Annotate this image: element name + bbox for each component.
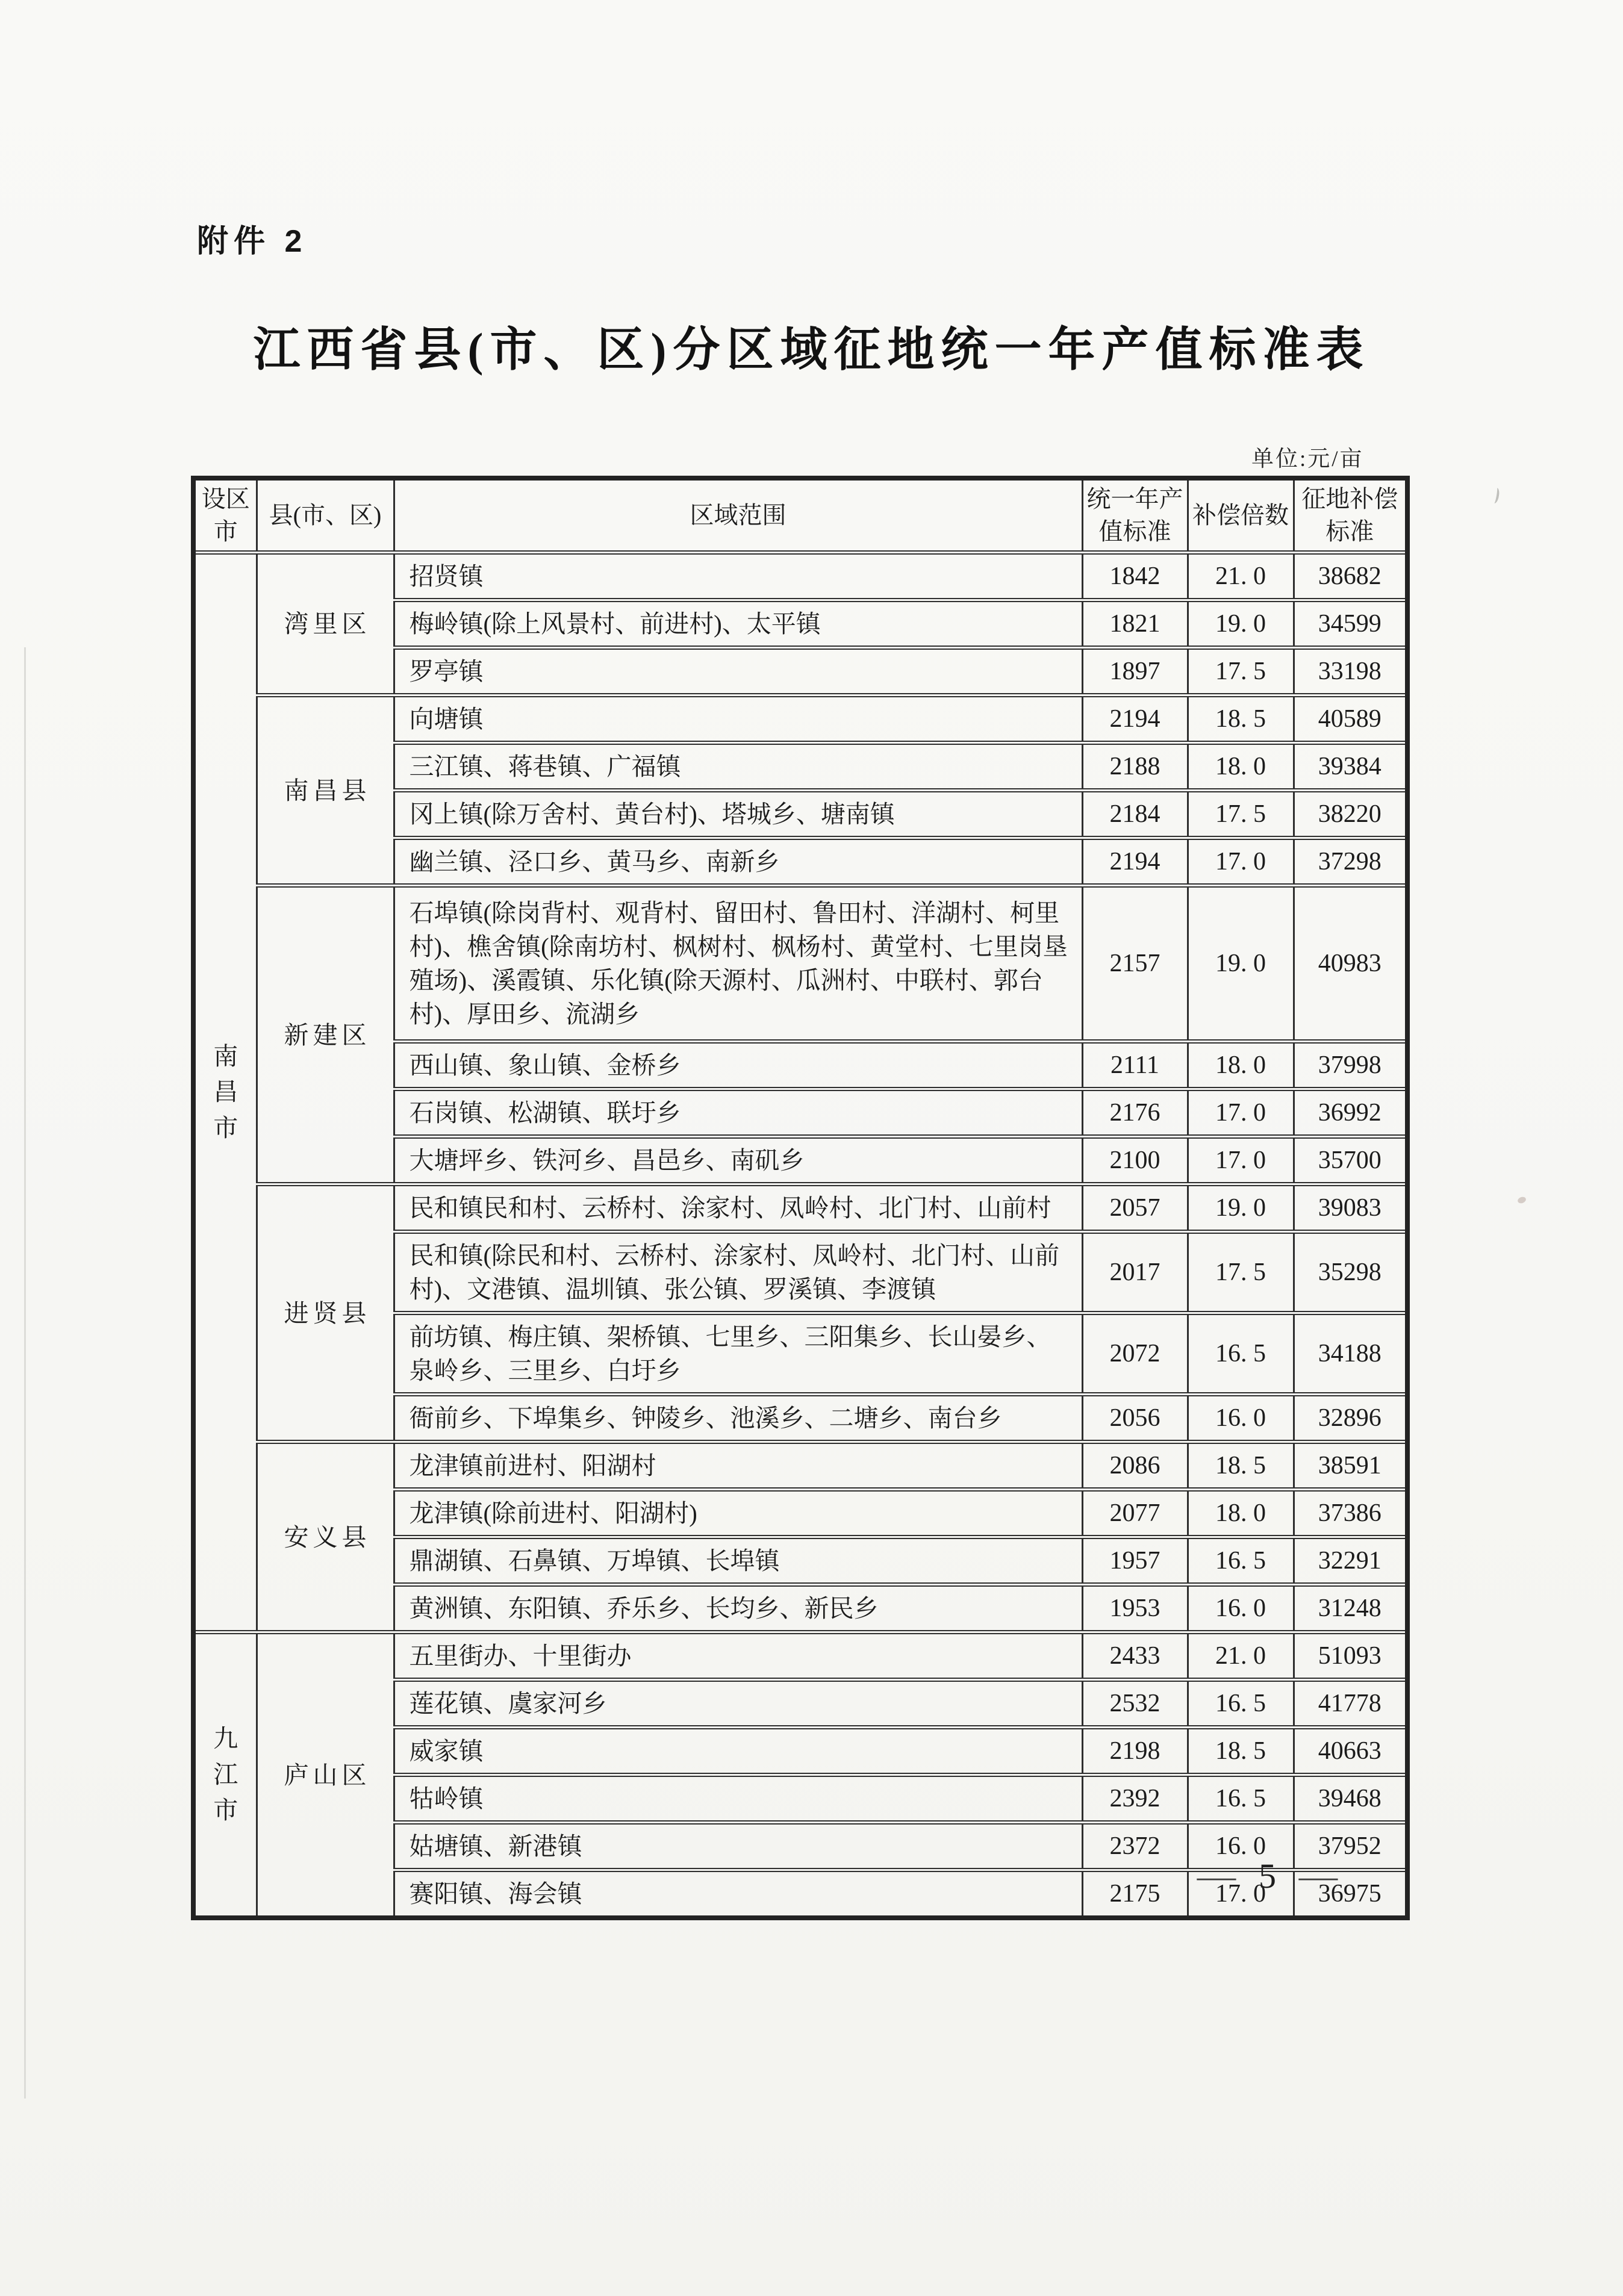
city-cell xyxy=(193,553,257,1632)
annual-value-cell: 2198 xyxy=(1082,1728,1188,1775)
annual-value-cell: 1957 xyxy=(1082,1537,1188,1585)
annual-value-cell: 2372 xyxy=(1082,1823,1188,1870)
compensation-cell: 36975 xyxy=(1294,1870,1407,1918)
region-cell: 民和镇(除民和村、云桥村、涂家村、凤岭村、北门村、山前村)、文港镇、温圳镇、张公镇、罗溪镇、李渡镇 xyxy=(394,1232,1082,1313)
region-cell: 前坊镇、梅庄镇、架桥镇、七里乡、三阳集乡、长山晏乡、泉岭乡、三里乡、白圩乡 xyxy=(394,1313,1082,1395)
multiplier-cell: 19. 0 xyxy=(1188,600,1294,648)
multiplier-cell: 21. 0 xyxy=(1188,553,1294,600)
annual-value-cell: 2175 xyxy=(1082,1870,1188,1918)
compensation-cell: 32291 xyxy=(1294,1537,1407,1585)
city-cell-text: 九江市 xyxy=(213,1725,238,1825)
region-cell: 五里街办、十里街办 xyxy=(394,1632,1082,1680)
multiplier-cell: 18. 5 xyxy=(1188,1442,1294,1490)
header-county: 县(市、区) xyxy=(257,478,394,553)
page-number: 5 xyxy=(1259,1856,1276,1896)
multiplier-cell: 16. 0 xyxy=(1188,1585,1294,1632)
document-title: 江西省县(市、区)分区域征地统一年产值标准表 xyxy=(253,323,1370,376)
multiplier-cell: 16. 5 xyxy=(1188,1775,1294,1823)
compensation-cell: 37298 xyxy=(1294,838,1407,886)
header-region: 区域范围 xyxy=(394,478,1082,553)
annual-value-cell: 2433 xyxy=(1082,1632,1188,1680)
multiplier-cell: 18. 5 xyxy=(1188,1728,1294,1775)
annual-value-cell: 2194 xyxy=(1082,695,1188,743)
compensation-cell: 39083 xyxy=(1294,1184,1407,1232)
annual-value-cell: 2100 xyxy=(1082,1137,1188,1184)
attachment-label: 附件 2 xyxy=(197,224,308,259)
annual-value-cell: 2077 xyxy=(1082,1490,1188,1537)
table-row xyxy=(193,886,1407,1042)
region-cell: 西山镇、象山镇、金桥乡 xyxy=(394,1042,1082,1089)
county-cell: 安义县 xyxy=(257,1442,394,1632)
compensation-cell: 37998 xyxy=(1294,1042,1407,1089)
region-cell: 冈上镇(除万舍村、黄台村)、塔城乡、塘南镇 xyxy=(394,791,1082,838)
header-multiplier: 补偿倍数 xyxy=(1188,478,1294,553)
header-compensation: 征地补偿标准 xyxy=(1294,478,1407,553)
annual-value-cell: 2188 xyxy=(1082,743,1188,791)
compensation-cell: 36992 xyxy=(1294,1089,1407,1137)
multiplier-cell: 18. 0 xyxy=(1188,1490,1294,1537)
multiplier-cell: 16. 0 xyxy=(1188,1823,1294,1870)
region-cell: 梅岭镇(除上风景村、前进村)、太平镇 xyxy=(394,600,1082,648)
multiplier-cell: 16. 5 xyxy=(1188,1313,1294,1395)
multiplier-cell: 17. 0 xyxy=(1188,838,1294,886)
table-row xyxy=(193,1632,1407,1680)
region-cell: 石岗镇、松湖镇、联圩乡 xyxy=(394,1089,1082,1137)
multiplier-cell: 17. 0 xyxy=(1188,1870,1294,1918)
multiplier-cell: 17. 5 xyxy=(1188,1232,1294,1313)
region-cell: 威家镇 xyxy=(394,1728,1082,1775)
land-compensation-table xyxy=(191,476,1410,1920)
compensation-cell: 40663 xyxy=(1294,1728,1407,1775)
region-cell: 罗亭镇 xyxy=(394,648,1082,695)
compensation-cell: 40589 xyxy=(1294,695,1407,743)
compensation-cell: 38682 xyxy=(1294,553,1407,600)
annual-value-cell: 2056 xyxy=(1082,1395,1188,1442)
multiplier-cell: 17. 5 xyxy=(1188,648,1294,695)
county-cell: 湾里区 xyxy=(257,553,394,695)
annual-value-cell: 2072 xyxy=(1082,1313,1188,1395)
footer-dash-left: — xyxy=(1197,1857,1236,1895)
multiplier-cell: 17. 5 xyxy=(1188,791,1294,838)
table-row xyxy=(193,695,1407,743)
table-row xyxy=(193,553,1407,600)
footer-dash-right: — xyxy=(1298,1857,1338,1895)
annual-value-cell: 2086 xyxy=(1082,1442,1188,1490)
table-header-row xyxy=(193,478,1407,553)
region-cell: 衙前乡、下埠集乡、钟陵乡、池溪乡、二塘乡、南台乡 xyxy=(394,1395,1082,1442)
header-annual-value: 统一年产值标准 xyxy=(1082,478,1188,553)
multiplier-cell: 16. 0 xyxy=(1188,1395,1294,1442)
multiplier-cell: 21. 0 xyxy=(1188,1632,1294,1680)
table-body xyxy=(193,553,1407,1918)
region-cell: 黄洲镇、东阳镇、乔乐乡、长均乡、新民乡 xyxy=(394,1585,1082,1632)
compensation-cell: 35298 xyxy=(1294,1232,1407,1313)
compensation-cell: 51093 xyxy=(1294,1632,1407,1680)
annual-value-cell: 1953 xyxy=(1082,1585,1188,1632)
annual-value-cell: 1821 xyxy=(1082,600,1188,648)
compensation-cell: 33198 xyxy=(1294,648,1407,695)
compensation-cell: 39468 xyxy=(1294,1775,1407,1823)
compensation-cell: 35700 xyxy=(1294,1137,1407,1184)
compensation-cell: 38220 xyxy=(1294,791,1407,838)
unit-note: 单位:元/亩 xyxy=(1251,447,1364,471)
region-cell: 赛阳镇、海会镇 xyxy=(394,1870,1082,1918)
compensation-cell: 37952 xyxy=(1294,1823,1407,1870)
multiplier-cell: 17. 0 xyxy=(1188,1089,1294,1137)
annual-value-cell: 2157 xyxy=(1082,886,1188,1042)
compensation-cell: 38591 xyxy=(1294,1442,1407,1490)
annual-value-cell: 2184 xyxy=(1082,791,1188,838)
county-cell: 南昌县 xyxy=(257,695,394,886)
region-cell: 三江镇、蒋巷镇、广福镇 xyxy=(394,743,1082,791)
compensation-cell: 39384 xyxy=(1294,743,1407,791)
compensation-cell: 41778 xyxy=(1294,1680,1407,1728)
region-cell: 石埠镇(除岗背村、观背村、留田村、鲁田村、洋湖村、柯里村)、樵舍镇(除南坊村、枫树村、枫杨村、黄堂村、七里岗垦殖场)、溪霞镇、乐化镇(除天源村、瓜洲村、中联村、郭台村)、厚田乡、流湖乡 xyxy=(394,886,1082,1042)
annual-value-cell: 2057 xyxy=(1082,1184,1188,1232)
city-cell xyxy=(193,1632,257,1918)
compensation-cell: 32896 xyxy=(1294,1395,1407,1442)
region-cell: 幽兰镇、泾口乡、黄马乡、南新乡 xyxy=(394,838,1082,886)
header-city: 设区市 xyxy=(193,478,257,553)
multiplier-cell: 18. 5 xyxy=(1188,695,1294,743)
annual-value-cell: 2532 xyxy=(1082,1680,1188,1728)
multiplier-cell: 18. 0 xyxy=(1188,743,1294,791)
table-row xyxy=(193,1184,1407,1232)
annual-value-cell: 1842 xyxy=(1082,553,1188,600)
multiplier-cell: 18. 0 xyxy=(1188,1042,1294,1089)
compensation-cell: 34599 xyxy=(1294,600,1407,648)
county-cell: 新建区 xyxy=(257,886,394,1184)
region-cell: 大塘坪乡、铁河乡、昌邑乡、南矶乡 xyxy=(394,1137,1082,1184)
annual-value-cell: 2176 xyxy=(1082,1089,1188,1137)
annual-value-cell: 1897 xyxy=(1082,648,1188,695)
region-cell: 莲花镇、虞家河乡 xyxy=(394,1680,1082,1728)
scan-artifact-left-line xyxy=(24,647,26,2098)
compensation-cell: 40983 xyxy=(1294,886,1407,1042)
annual-value-cell: 2017 xyxy=(1082,1232,1188,1313)
region-cell: 鼎湖镇、石鼻镇、万埠镇、长埠镇 xyxy=(394,1537,1082,1585)
region-cell: 招贤镇 xyxy=(394,553,1082,600)
annual-value-cell: 2392 xyxy=(1082,1775,1188,1823)
region-cell: 姑塘镇、新港镇 xyxy=(394,1823,1082,1870)
table-row xyxy=(193,1442,1407,1490)
annual-value-cell: 2194 xyxy=(1082,838,1188,886)
region-cell: 向塘镇 xyxy=(394,695,1082,743)
multiplier-cell: 16. 5 xyxy=(1188,1680,1294,1728)
county-cell: 进贤县 xyxy=(257,1184,394,1442)
multiplier-cell: 19. 0 xyxy=(1188,1184,1294,1232)
multiplier-cell: 16. 5 xyxy=(1188,1537,1294,1585)
multiplier-cell: 19. 0 xyxy=(1188,886,1294,1042)
page-footer xyxy=(1197,1856,1338,1896)
county-cell: 庐山区 xyxy=(257,1632,394,1918)
annual-value-cell: 2111 xyxy=(1082,1042,1188,1089)
city-cell-text: 南昌市 xyxy=(213,1042,238,1142)
compensation-cell: 37386 xyxy=(1294,1490,1407,1537)
multiplier-cell: 17. 0 xyxy=(1188,1137,1294,1184)
compensation-cell: 34188 xyxy=(1294,1313,1407,1395)
region-cell: 龙津镇前进村、阳湖村 xyxy=(394,1442,1082,1490)
region-cell: 牯岭镇 xyxy=(394,1775,1082,1823)
region-cell: 龙津镇(除前进村、阳湖村) xyxy=(394,1490,1082,1537)
region-cell: 民和镇民和村、云桥村、涂家村、凤岭村、北门村、山前村 xyxy=(394,1184,1082,1232)
compensation-cell: 31248 xyxy=(1294,1585,1407,1632)
